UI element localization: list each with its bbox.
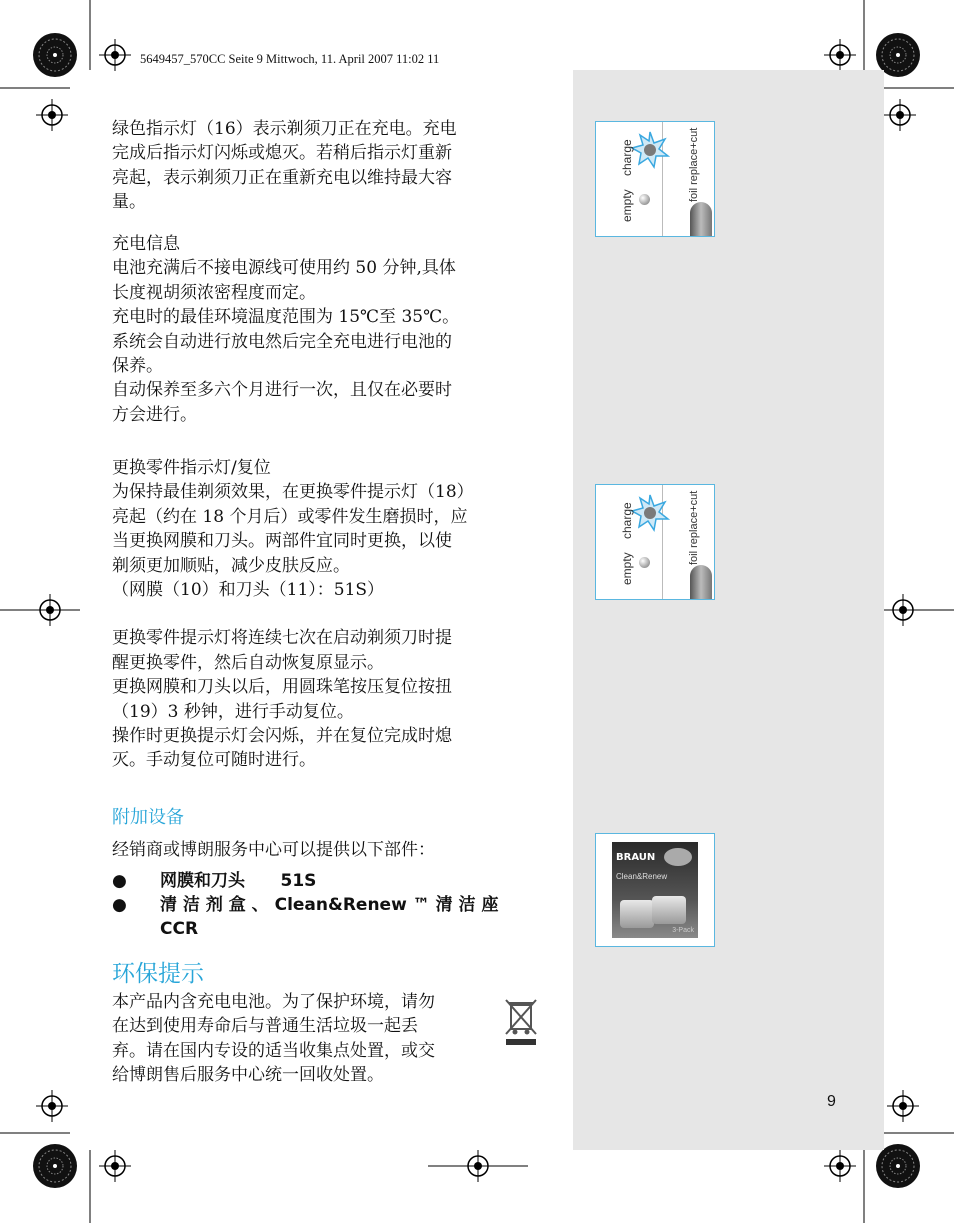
label-foil-replace: foil replace+cut bbox=[688, 490, 700, 565]
section-heading: 附加设备 bbox=[112, 807, 184, 828]
text-line: 经销商或博朗服务中心可以提供以下部件： bbox=[112, 840, 435, 861]
product-package-image bbox=[612, 842, 698, 938]
text-line: 绿色指示灯（16）表示剃须刀正在充电。充电 bbox=[112, 119, 457, 139]
text-line: 操作时更换提示灯会闪烁，并在复位完成时熄 bbox=[112, 726, 452, 747]
list-item bbox=[112, 893, 512, 941]
list-item bbox=[112, 869, 512, 893]
bottom-center-mark bbox=[428, 1150, 528, 1182]
text-line: 保养。 bbox=[112, 356, 163, 377]
slider-switch-icon bbox=[690, 202, 712, 237]
text-line: 充电时的最佳环境温度范围为 15℃至 35℃。 bbox=[112, 307, 460, 328]
text-line: 灭。手动复位可随时进行。 bbox=[112, 750, 316, 771]
empty-led-icon bbox=[639, 557, 650, 568]
text-line: 更换网膜和刀头以后，用圆珠笔按压复位按扭 bbox=[112, 677, 452, 698]
text-line: 当更换网膜和刀头。两部件宜同时更换，以使 bbox=[112, 531, 452, 552]
pack-label: 3-Pack bbox=[672, 927, 694, 934]
text-line: 更换零件提示灯将连续七次在启动剃须刀时提 bbox=[112, 628, 452, 649]
page-number: 9 bbox=[827, 1093, 836, 1110]
print-header: 5649457_570CC Seite 9 Mittwoch, 11. April 2007 11:02 11 bbox=[140, 52, 440, 66]
text-line: 给博朗售后服务中心统一回收处置。 bbox=[112, 1065, 384, 1086]
section-charging-indicator bbox=[112, 117, 512, 215]
side-mark-left bbox=[0, 594, 80, 626]
blinking-led-icon bbox=[630, 493, 670, 533]
section-heading: 充电信息 bbox=[112, 234, 180, 254]
text-line: 完成后指示灯闪烁或熄灭。若稍后指示灯重新 bbox=[112, 143, 452, 164]
corner-mark-top-left bbox=[0, 0, 131, 131]
figure-clean-renew-pack bbox=[595, 833, 715, 947]
text-line: 系统会自动进行放电然后完全充电进行电池的 bbox=[112, 331, 452, 352]
text-line: （网膜（10）和刀头（11）：51S） bbox=[112, 580, 385, 601]
text-line: （19）3 秒钟，进行手动复位。 bbox=[112, 701, 354, 722]
text-line: 为保持最佳剃须效果，在更换零件提示灯（18） bbox=[112, 482, 474, 503]
section-charging-info bbox=[112, 232, 512, 427]
section-heading: 环保提示 bbox=[112, 961, 204, 987]
seal-icon bbox=[664, 848, 692, 866]
spacer bbox=[112, 602, 512, 626]
text-line: 弃。请在国内专设的适当收集点处置，或交 bbox=[112, 1040, 435, 1061]
cartridge-icon bbox=[652, 896, 686, 924]
section-environment bbox=[112, 958, 492, 1088]
bullet-icon: ● bbox=[112, 870, 127, 891]
text-line: 亮起（约在 18 个月后）或零件发生磨损时，应 bbox=[112, 506, 468, 527]
product-name: Clean&Renew bbox=[616, 872, 668, 881]
accessory-list bbox=[112, 869, 512, 941]
side-mark-right bbox=[874, 594, 954, 626]
text-line: 电池充满后不接电源线可使用约 50 分钟,具体 bbox=[112, 258, 456, 279]
section-heading: 更换零件指示灯/复位 bbox=[112, 458, 271, 478]
label-empty: empty bbox=[620, 189, 634, 222]
text-line: 自动保养至多六个月进行一次，且仅在必要时 bbox=[112, 380, 452, 401]
section-replacement-indicator bbox=[112, 456, 512, 773]
text-line: 醒更换零件，然后自动恢复原显示。 bbox=[112, 652, 384, 673]
text-line: 方会进行。 bbox=[112, 404, 197, 425]
list-item-text: 清 洁 剂 盒 、 Clean&Renew ™ 清 洁 座 CCR bbox=[160, 894, 499, 939]
brand-logo: BRAUN bbox=[616, 852, 656, 863]
empty-led-icon bbox=[639, 194, 650, 205]
text-line: 长度视胡须浓密程度而定。 bbox=[112, 282, 316, 303]
corner-mark-bottom-left bbox=[0, 1090, 131, 1223]
cartridge-icon bbox=[620, 900, 654, 928]
blinking-led-icon bbox=[630, 130, 670, 170]
bullet-icon: ● bbox=[112, 894, 127, 915]
crossed-bin-icon bbox=[503, 997, 539, 1049]
section-accessories bbox=[112, 806, 512, 941]
label-charge: charge bbox=[620, 502, 634, 539]
figure-charge-indicator bbox=[595, 121, 715, 237]
list-item-text: 网膜和刀头 51S bbox=[160, 870, 317, 891]
text-line: 亮起，表示剃须刀正在重新充电以维持最大容 bbox=[112, 167, 452, 188]
label-foil-replace: foil replace+cut bbox=[688, 127, 700, 202]
text-line: 剃须更加顺贴，减少皮肤反应。 bbox=[112, 555, 350, 576]
text-line: 量。 bbox=[112, 192, 146, 213]
figure-replacement-indicator bbox=[595, 484, 715, 600]
label-charge: charge bbox=[620, 139, 634, 176]
slider-switch-icon bbox=[690, 565, 712, 600]
text-line: 在达到使用寿命后与普通生活垃圾一起丢 bbox=[112, 1016, 418, 1037]
text-line: 本产品内含充电电池。为了保护环境，请勿 bbox=[112, 992, 435, 1012]
label-empty: empty bbox=[620, 552, 634, 585]
